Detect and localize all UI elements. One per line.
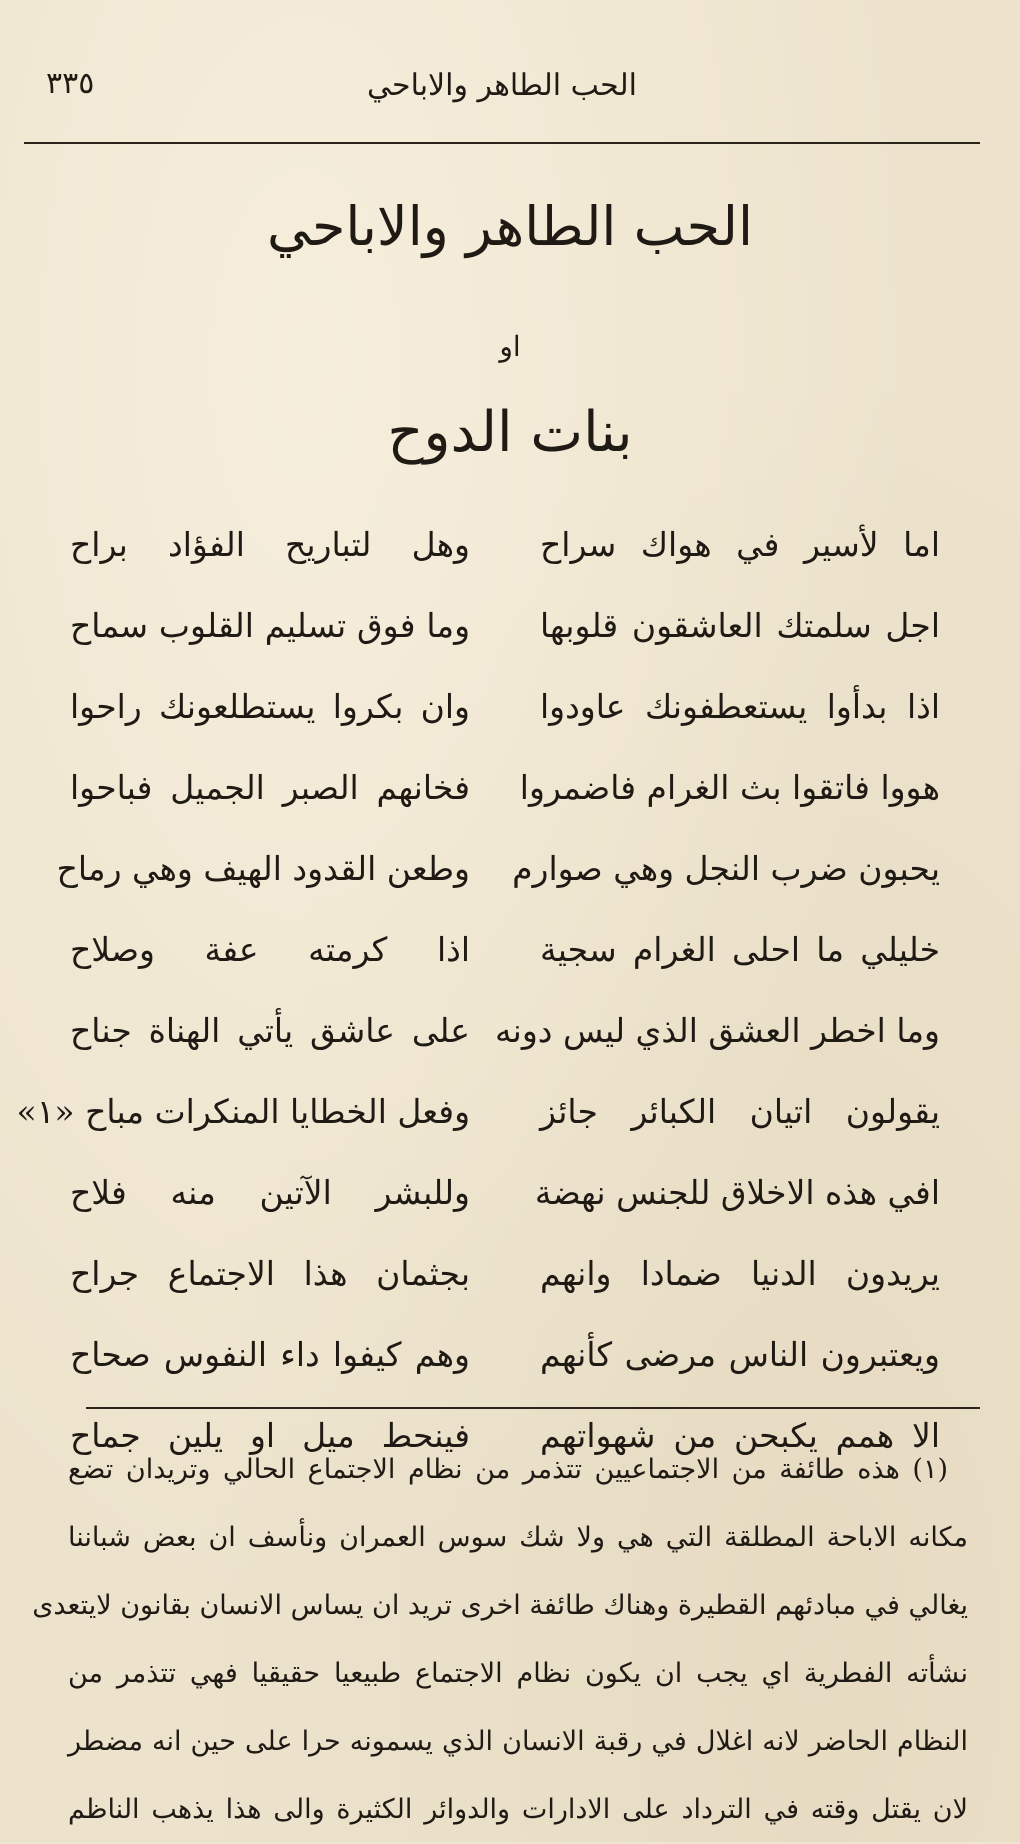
verse-first-hemistich: افي هذه الاخلاق للجنس نهضة (534, 1173, 940, 1212)
footnote (32, 1436, 968, 1844)
verse (56, 844, 940, 925)
verse-second-hemistich: وهم كيفوا داء النفوس صحاح (70, 1335, 470, 1374)
verse-first-hemistich: يقولون اتيان الكبائر جائز (540, 1092, 940, 1131)
footnote-line: يغالي في مبادئهم القطيرة وهناك طائفة اخرى تريد ان يساس الانسان بقانون لايتعدى (32, 1590, 968, 1621)
verse (60, 1249, 940, 1330)
verse-first-hemistich: هووا فاتقوا بث الغرام فاضمروا (519, 768, 940, 807)
poem-title: الحب الطاهر والاباحي (267, 195, 753, 258)
verse (60, 1006, 940, 1087)
verse (60, 601, 940, 682)
footnote-line: نشأته الفطرية اي يجب ان يكون نظام الاجتماع طبيعيا حقيقيا فهي تتذمر من (68, 1658, 968, 1689)
verse-second-hemistich: وفعل الخطايا المنكرات مباح «١» (16, 1092, 470, 1131)
verse (60, 1168, 940, 1249)
verse (60, 1330, 940, 1411)
verse-first-hemistich: الا همم يكبحن من شهواتهم (540, 1416, 940, 1455)
verse-first-hemistich: اجل سلمتك العاشقون قلوبها (540, 606, 940, 645)
verse-second-hemistich: وما فوق تسليم القلوب سماح (70, 606, 470, 645)
verse-first-hemistich: اما لأسير في هواك سراح (540, 525, 940, 564)
verse-first-hemistich: خليلي ما احلى الغرام سجية (540, 930, 940, 969)
footnote-line: مكانه الاباحة المطلقة التي هي ولا شك سوس العمران ونأسف ان بعض شباننا (68, 1522, 968, 1553)
verse-second-hemistich: وطعن القدود الهيف وهي رماح (56, 849, 470, 888)
poem-body (16, 520, 940, 1492)
running-title: الحب الطاهر والاباحي (367, 68, 637, 103)
verse-first-hemistich: اذا بدأوا يستعطفونك عاودوا (540, 687, 940, 726)
verse-second-hemistich: اذا كرمته عفة وصلاح (70, 930, 470, 969)
verse (60, 682, 940, 763)
poem-subtitle: بنات الدوح (387, 400, 633, 465)
verse (60, 520, 940, 601)
verse-second-hemistich: وللبشر الآتين منه فلاح (70, 1173, 470, 1212)
footnote-line: لان يقتل وقته في الترداد على الادارات والدوائر الكثيرة والى هذا يذهب الناظم (68, 1794, 968, 1825)
verse-second-hemistich: وان بكروا يستطلعونك راحوا (70, 687, 470, 726)
verse-first-hemistich: يريدون الدنيا ضمادا وانهم (540, 1254, 940, 1293)
verse-second-hemistich: بجثمان هذا الاجتماع جراح (70, 1254, 470, 1293)
footnote-rule (86, 1407, 980, 1409)
verse-first-hemistich: وما اخطر العشق الذي ليس دونه (494, 1011, 940, 1050)
verse (16, 1087, 940, 1168)
footnote-line: (١) هذه طائفة من الاجتماعيين تتذمر من نظام الاجتماع الحالي وتريدان تضع (68, 1454, 948, 1485)
verse (60, 925, 940, 1006)
verse-second-hemistich: على عاشق يأتي الهناة جناح (70, 1011, 470, 1050)
page-number: ٣٣٥ (46, 66, 95, 101)
header-rule (24, 142, 980, 144)
verse-first-hemistich: ويعتبرون الناس مرضى كأنهم (540, 1335, 940, 1374)
footnote-line: النظام الحاضر لانه اغلال في رقبة الانسان الذي يسمونه حرا على حين انه مضطر (68, 1726, 968, 1757)
verse (60, 763, 940, 844)
page-header (24, 60, 980, 120)
verse-first-hemistich: يحبون ضرب النجل وهي صوارم (512, 849, 940, 888)
title-connector: او (499, 330, 521, 363)
verse-second-hemistich: فينحط ميل او يلين جماح (70, 1416, 470, 1455)
verse-second-hemistich: وهل لتباريح الفؤاد براح (70, 525, 470, 564)
verse-second-hemistich: فخانهم الصبر الجميل فباحوا (70, 768, 470, 807)
